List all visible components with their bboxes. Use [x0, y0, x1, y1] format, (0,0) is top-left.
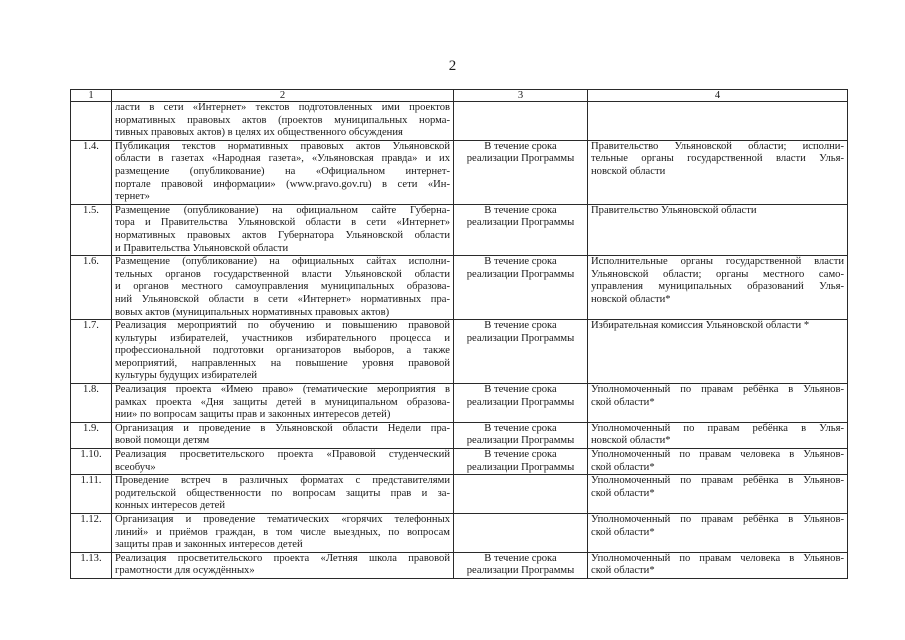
- text-line: реализации Программы: [466, 153, 575, 165]
- text-line: Уполномоченный по правам человека в Ульянов-: [591, 552, 844, 564]
- text-line: размещение (опубликование) на «Официальном интернет-: [115, 165, 450, 177]
- text-line: В течение срока: [484, 422, 557, 434]
- page-number: 2: [448, 58, 457, 74]
- text-line: В течение срока: [484, 552, 557, 564]
- text-line: культуры будущих избирателей: [115, 370, 258, 382]
- text-line: нормативных правовых актов (проектов муниципальных норма-: [115, 114, 450, 126]
- executor-cell: [588, 422, 848, 448]
- text-line: и органов местного самоуправления муниципальных образова-: [115, 281, 450, 293]
- text-line: Реализация просветительского проекта «Правовой студенческий: [115, 449, 450, 461]
- text-line: реализации Программы: [466, 217, 575, 229]
- text-line: вовых актов (муниципальных нормативных правовых актов): [115, 306, 390, 318]
- term-cell: [454, 256, 588, 320]
- text-line: вовой помощи детям: [115, 435, 210, 447]
- text-line: рамках проекта «Дня защиты детей в муниципальном образова-: [115, 396, 450, 408]
- item-number: 1.10.: [71, 449, 112, 475]
- text-line: реализации Программы: [466, 396, 575, 408]
- executor-cell: [588, 514, 848, 553]
- text-line: новской области: [591, 165, 666, 177]
- text-line: ской области*: [591, 461, 655, 473]
- activity-cell: [112, 140, 454, 204]
- table-row: [71, 552, 848, 578]
- activity-cell: [112, 449, 454, 475]
- item-number: 1.5.: [71, 204, 112, 255]
- table-row: [71, 320, 848, 384]
- executor-cell: [588, 449, 848, 475]
- text-line: нормативных правовых актов Губернатора Ульяновской области: [115, 229, 450, 241]
- text-line: Реализация проекта «Имею право» (тематические мероприятия в: [115, 384, 450, 396]
- activity-cell: [112, 320, 454, 384]
- column-header-term: 3: [454, 90, 588, 102]
- item-number: 1.4.: [71, 140, 112, 204]
- table-row: [71, 449, 848, 475]
- table-row: [71, 102, 848, 141]
- text-line: реализации Программы: [466, 435, 575, 447]
- text-line: Уполномоченный по правам ребёнка в Ульянов-: [591, 514, 844, 525]
- item-number: 1.7.: [71, 320, 112, 384]
- text-line: Организация и проведение тематических «горячих телефонных: [115, 514, 450, 525]
- text-line: Ульяновской области; органы местного само-: [591, 268, 844, 280]
- text-line: Уполномоченный по правам ребёнка в Ульянов-: [591, 475, 844, 487]
- text-line: тельные органы государственной власти Улья-: [591, 153, 844, 165]
- item-number: 1.11.: [71, 475, 112, 514]
- executor-cell: [588, 320, 848, 384]
- term-cell: [454, 475, 588, 514]
- term-cell: [454, 422, 588, 448]
- text-line: Уполномоченный по правам ребёнка в Улья-: [591, 422, 844, 434]
- text-line: В течение срока: [484, 140, 557, 152]
- text-line: реализации Программы: [466, 332, 575, 344]
- text-line: новской области*: [591, 435, 671, 447]
- text-line: В течение срока: [484, 320, 557, 332]
- text-line: управления муниципальных образований Улья-: [591, 281, 844, 293]
- item-number: 1.6.: [71, 256, 112, 320]
- activity-cell: [112, 384, 454, 423]
- column-header-number: 1: [71, 90, 112, 102]
- text-line: тора и Правительства Ульяновской области в сети «Интернет»: [115, 217, 450, 229]
- table-row: [71, 422, 848, 448]
- text-line: всеобуч»: [115, 461, 156, 473]
- table-row: [71, 140, 848, 204]
- item-number: [71, 102, 112, 141]
- executor-cell: [588, 475, 848, 514]
- text-line: портале правовой информации» (www.pravo.gov.ru) в сети «Ин-: [115, 178, 450, 190]
- text-line: ской области*: [591, 487, 655, 499]
- text-line: ний Ульяновской области в сети «Интернет» нормативных пра-: [115, 293, 450, 305]
- term-cell: [454, 140, 588, 204]
- text-line: Правительство Ульяновской области; исполни-: [591, 140, 844, 152]
- term-cell: [454, 102, 588, 141]
- text-line: ской области*: [591, 526, 655, 538]
- table-row: [71, 204, 848, 255]
- text-line: ской области*: [591, 396, 655, 408]
- term-cell: [454, 320, 588, 384]
- text-line: Избирательная комиссия Ульяновской области *: [591, 320, 810, 332]
- text-line: тивных правовых актов) в целях их общественного обсуждения: [115, 127, 403, 139]
- text-line: родительской общественности по вопросам защиты прав и за-: [115, 487, 450, 499]
- term-cell: [454, 552, 588, 578]
- table-row: [71, 514, 848, 553]
- text-line: и Правительства Ульяновской области: [115, 242, 289, 254]
- text-line: Размещение (опубликование) на официальном сайте Губерна-: [115, 204, 450, 216]
- table-header-row: [71, 90, 848, 102]
- text-line: мероприятий, направленных на повышение уровня правовой: [115, 357, 450, 369]
- column-header-executor: 4: [588, 90, 848, 102]
- item-number: 1.12.: [71, 514, 112, 553]
- text-line: Проведение встреч в различных форматах с представителями: [115, 475, 450, 487]
- text-line: Исполнительные органы государственной власти: [591, 256, 844, 268]
- text-line: Размещение (опубликование) на официальных сайтах исполни-: [115, 256, 450, 268]
- executor-cell: [588, 384, 848, 423]
- activity-cell: [112, 102, 454, 141]
- executor-cell: [588, 204, 848, 255]
- text-line: В течение срока: [484, 449, 557, 461]
- activity-cell: [112, 422, 454, 448]
- text-line: реализации Программы: [466, 565, 575, 577]
- text-line: Правительство Ульяновской области: [591, 204, 757, 216]
- item-number: 1.8.: [71, 384, 112, 423]
- text-line: Организация и проведение в Ульяновской области Недели пра-: [115, 422, 450, 434]
- text-line: линий» и приёмов граждан, в том числе выездных, по вопросам: [115, 526, 450, 538]
- text-line: грамотности для осуждённых»: [115, 565, 255, 577]
- term-cell: [454, 384, 588, 423]
- executor-cell: [588, 552, 848, 578]
- text-line: конных интересов детей: [115, 500, 225, 512]
- text-line: Реализация мероприятий по обучению и повышению правовой: [115, 320, 450, 332]
- text-line: В течение срока: [484, 256, 557, 268]
- activity-cell: [112, 552, 454, 578]
- item-number: 1.9.: [71, 422, 112, 448]
- table-row: [71, 475, 848, 514]
- text-line: профессиональной подготовки организаторов выборов, а также: [115, 345, 450, 357]
- text-line: нии» по вопросам защиты прав и законных интересов детей): [115, 409, 391, 421]
- item-number: 1.13.: [71, 552, 112, 578]
- column-header-activity: 2: [112, 90, 454, 102]
- text-line: культуры избирателей, участников избирательного процесса и: [115, 332, 450, 344]
- text-line: защиты прав и законных интересов детей: [115, 539, 303, 551]
- executor-cell: [588, 256, 848, 320]
- executor-cell: [588, 102, 848, 141]
- text-line: В течение срока: [484, 384, 557, 396]
- text-line: реализации Программы: [466, 461, 575, 473]
- text-line: реализации Программы: [466, 268, 575, 280]
- term-cell: [454, 449, 588, 475]
- term-cell: [454, 204, 588, 255]
- activity-cell: [112, 514, 454, 553]
- text-line: ласти в сети «Интернет» текстов подготовленных ими проектов: [115, 102, 450, 113]
- text-line: Публикация текстов нормативных правовых актов Ульяновской: [115, 140, 450, 152]
- activity-cell: [112, 204, 454, 255]
- text-line: области в газетах «Народная газета», «Ульяновская правда» и их: [115, 153, 450, 165]
- text-line: Уполномоченный по правам человека в Ульянов-: [591, 449, 844, 461]
- text-line: ской области*: [591, 565, 655, 577]
- text-line: Уполномоченный по правам ребёнка в Ульянов-: [591, 384, 844, 396]
- text-line: тельных органов государственной власти Ульяновской области: [115, 268, 450, 280]
- text-line: Реализация просветительского проекта «Летняя школа правовой: [115, 552, 450, 564]
- term-cell: [454, 514, 588, 553]
- executor-cell: [588, 140, 848, 204]
- activity-cell: [112, 475, 454, 514]
- table-row: [71, 384, 848, 423]
- text-line: новской области*: [591, 293, 671, 305]
- table-row: [71, 256, 848, 320]
- program-table: [70, 89, 848, 579]
- activity-cell: [112, 256, 454, 320]
- text-line: В течение срока: [484, 204, 557, 216]
- text-line: тернет»: [115, 191, 150, 203]
